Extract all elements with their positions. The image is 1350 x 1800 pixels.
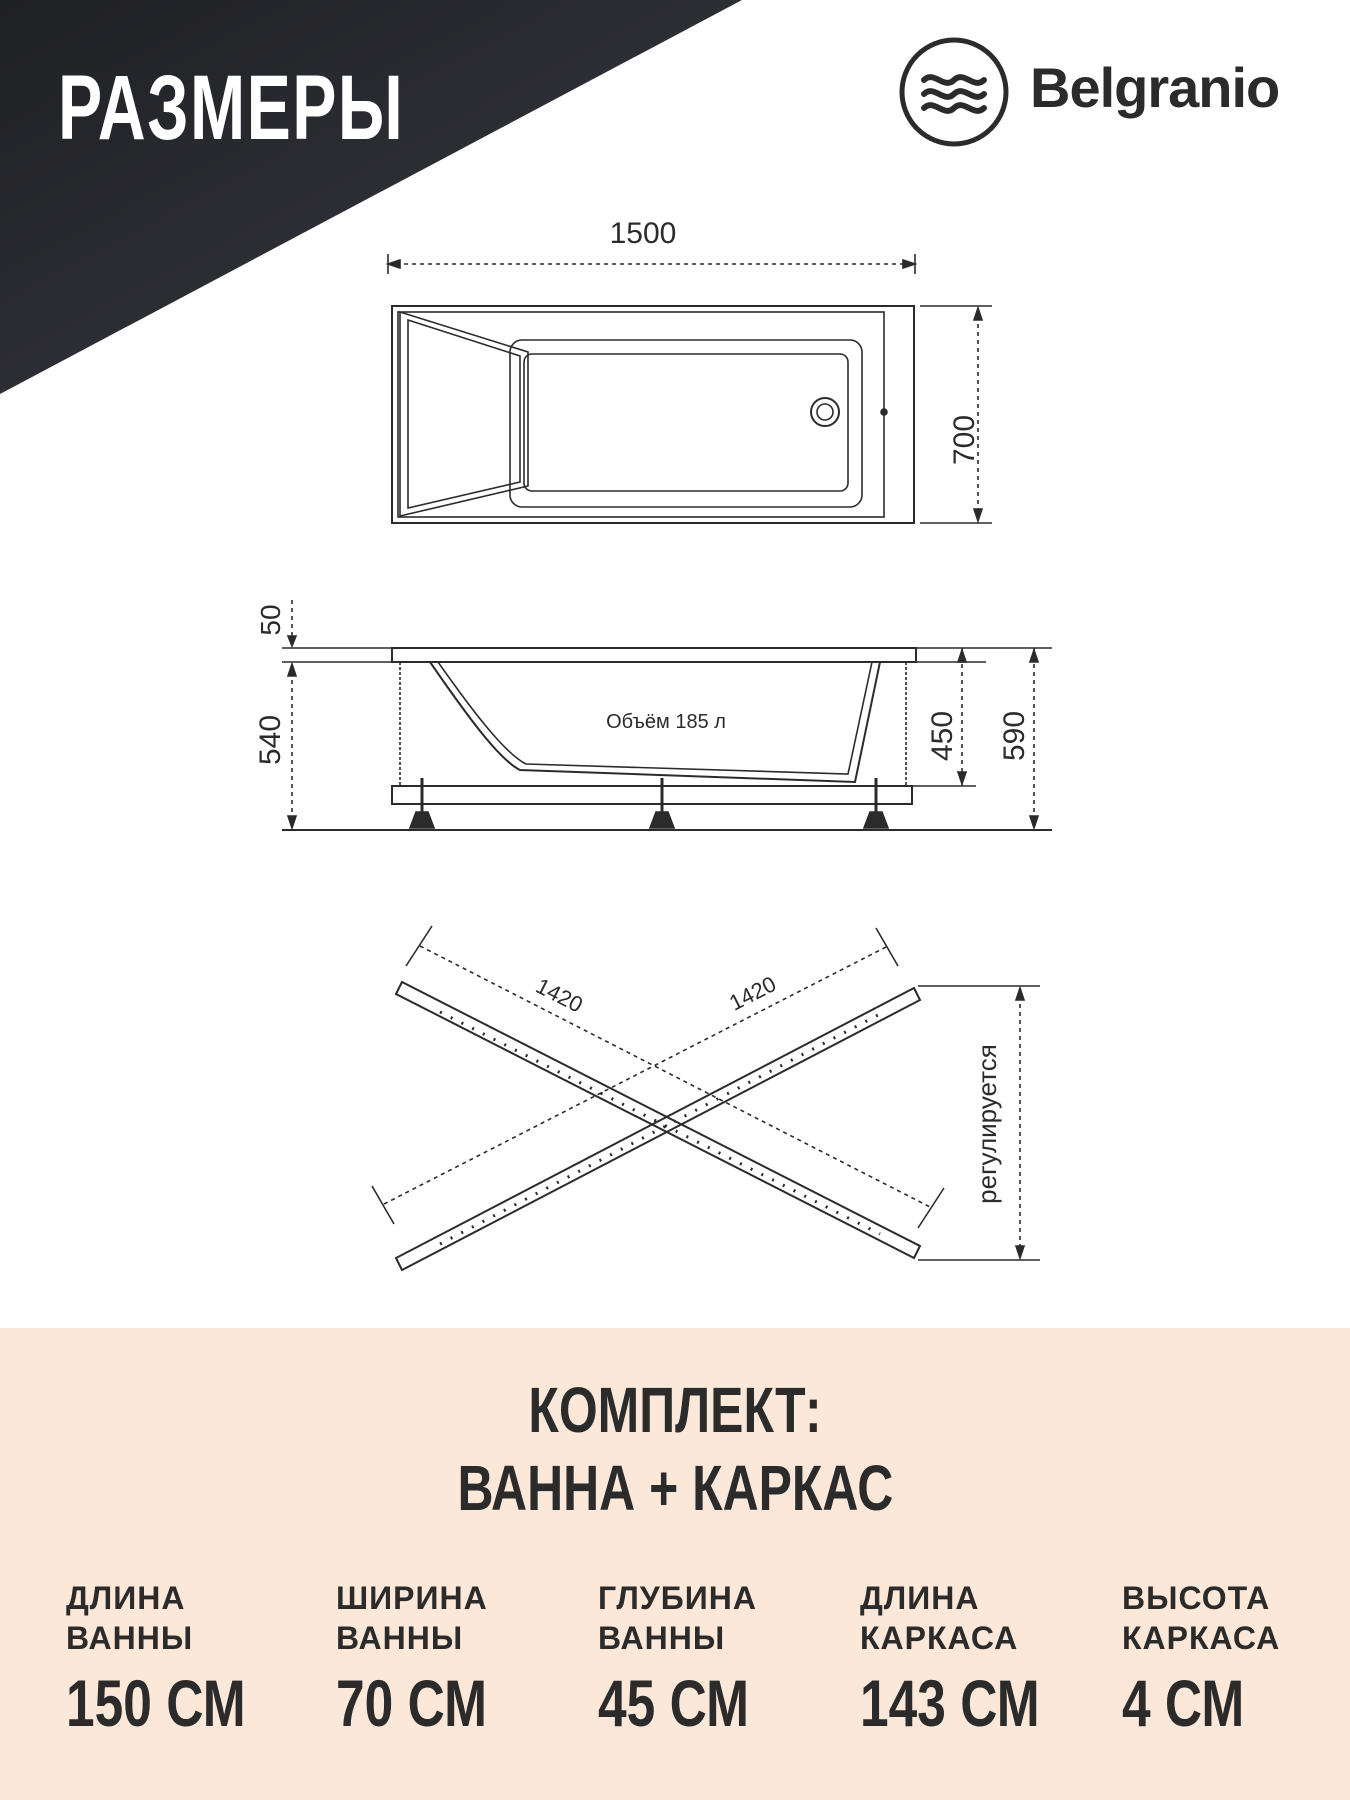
spec-value: 4 СМ — [1122, 1666, 1245, 1740]
bar-length-label-2: 1420 — [725, 971, 781, 1016]
spec-label: ВАННЫ — [66, 1620, 194, 1656]
spec-value: 143 СМ — [860, 1666, 1040, 1740]
leg-height-label: 540 — [254, 714, 287, 766]
top-view — [388, 254, 992, 523]
spec-label: ВАННЫ — [336, 1620, 464, 1656]
frame-view — [372, 926, 1040, 1270]
spec-label: ГЛУБИНА — [598, 1580, 757, 1616]
rim-height-label: 50 — [255, 604, 286, 636]
spec-label: ДЛИНА — [66, 1580, 186, 1616]
spec-bath-depth — [598, 1578, 858, 1740]
length-dimension-label: 1500 — [609, 217, 677, 250]
spec-value: 45 СМ — [598, 1666, 749, 1740]
kit-title-line1: КОМПЛЕКТ: — [528, 1374, 822, 1446]
spec-label: КАРКАСА — [860, 1620, 1019, 1656]
spec-label: ДЛИНА — [860, 1580, 980, 1616]
width-dimension-label: 700 — [948, 414, 981, 466]
depth-dimension-label: 450 — [926, 710, 959, 762]
brand-name: Belgranio — [1030, 56, 1280, 119]
spec-label: ВЫСОТА — [1122, 1580, 1271, 1616]
spec-bath-length — [66, 1578, 326, 1740]
spec-value: 150 СМ — [66, 1666, 246, 1740]
spec-value: 70 СМ — [336, 1666, 487, 1740]
spec-label: КАРКАСА — [1122, 1620, 1281, 1656]
spec-bath-width — [336, 1578, 596, 1740]
adjustable-label: регулируется — [972, 1044, 1002, 1204]
total-height-label: 590 — [998, 710, 1031, 762]
bar-length-label-1: 1420 — [531, 973, 587, 1018]
spec-frame-length — [860, 1578, 1120, 1740]
spec-label: ШИРИНА — [336, 1580, 488, 1616]
spec-frame-height — [1122, 1578, 1350, 1740]
kit-title-line2: ВАННА + КАРКАС — [457, 1452, 893, 1524]
spec-label: ВАННЫ — [598, 1620, 726, 1656]
page-title: РАЗМЕРЫ — [58, 57, 405, 159]
volume-label: Объём 185 л — [606, 711, 726, 733]
